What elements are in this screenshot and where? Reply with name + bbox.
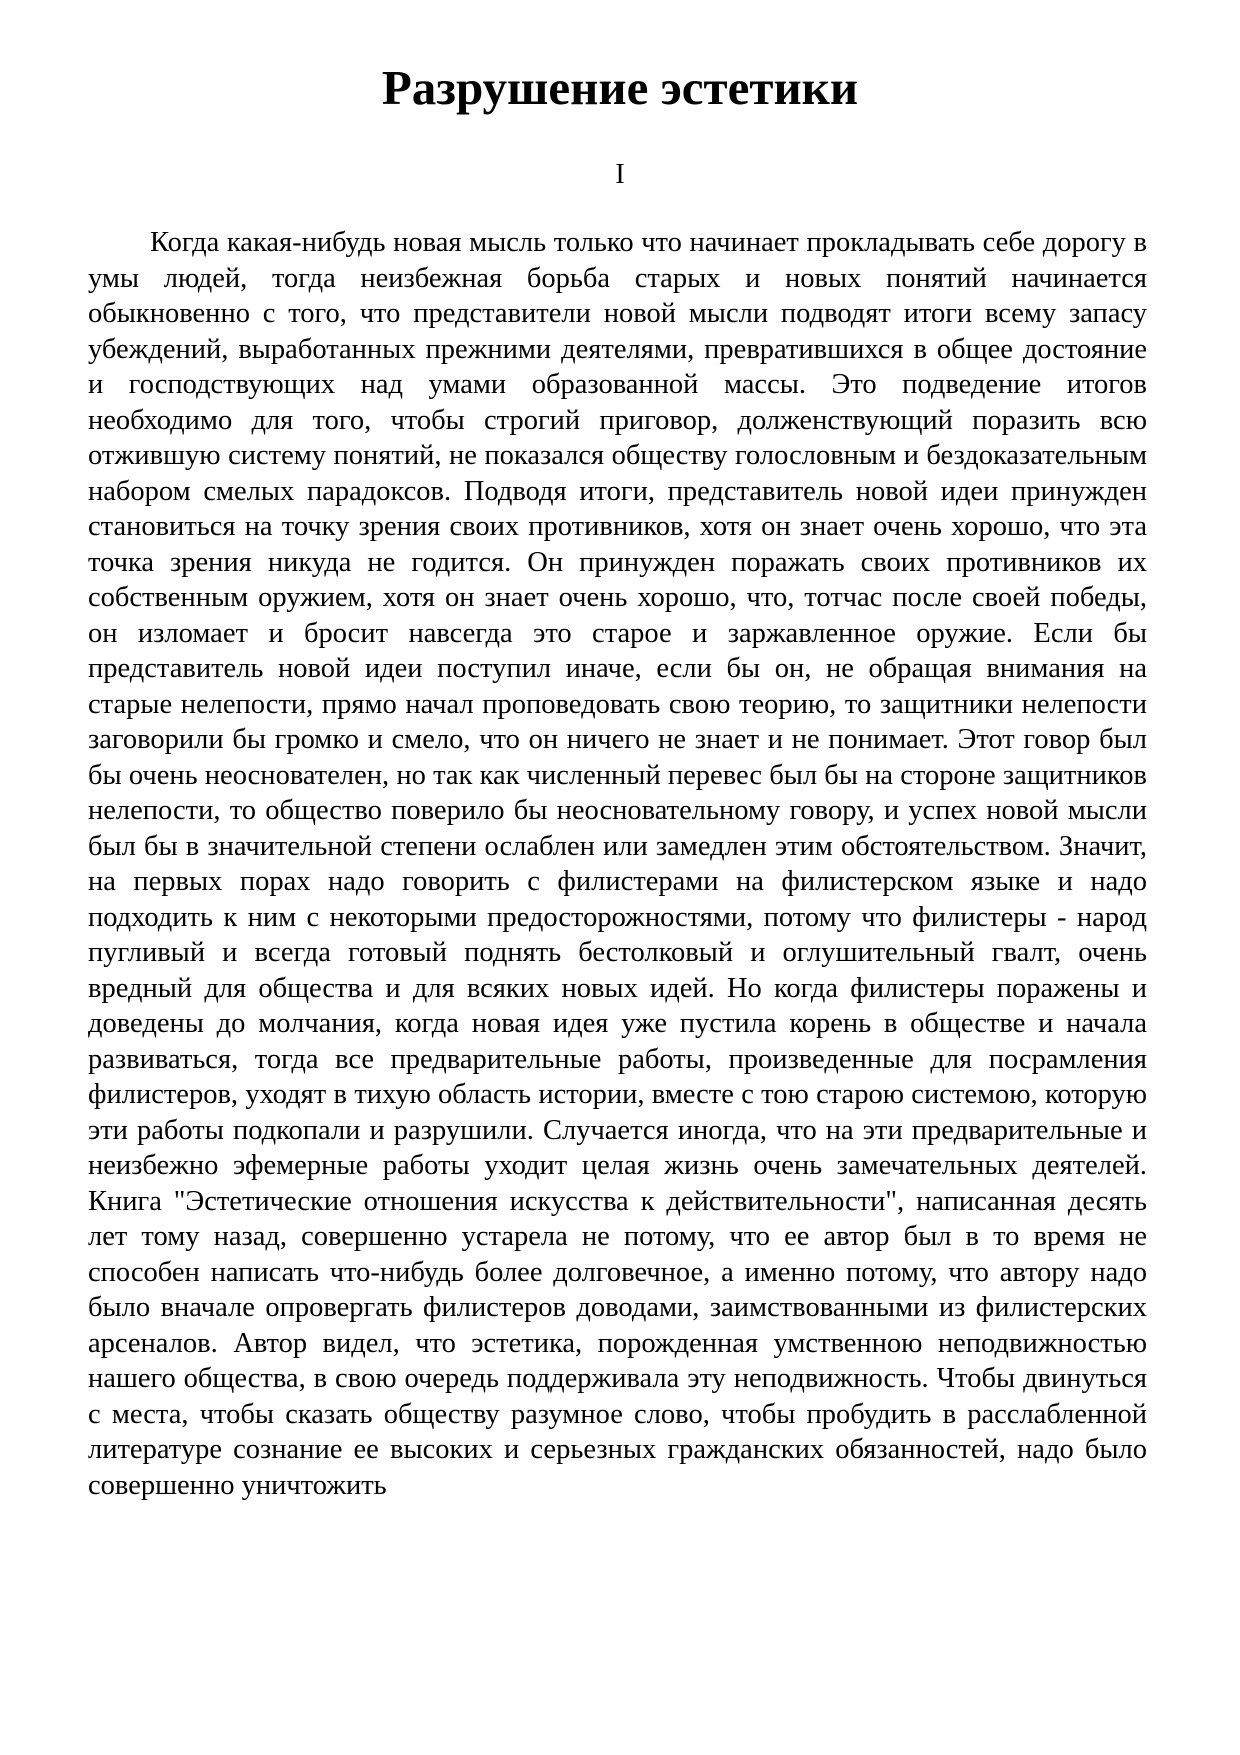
body-paragraph: Когда какая-нибудь новая мысль только что начинает прокладывать себе дорогу в умы людей, тогда неизбежная борьба старых и новых понятий начинается обыкновенно с того, что представители новой мысли подводят итоги всему запасу убеждений, выработанных прежними деятелями, превратившихся в общее достояние и господствующих над умами образованной массы. Это подведение итогов необходимо для того, чтобы строгий приговор, долженствующий поразить всю отжившую систему понятий, не показался обществу голословным и бездоказательным набором смелых парадоксов. Подводя итоги, представитель новой идеи принужден становиться на точку зрения своих противников, хотя он знает очень хорошо, что эта точка зрения никуда не годится. Он принужден поражать своих противников их собственным оружием, хотя он знает очень хорошо, что, тотчас после своей победы, он изломает и бросит навсегда это старое и заржавленное оружие. Если бы представитель новой идеи поступил иначе, если бы он, не обращая внимания на старые нелепости, прямо начал проповедовать свою теорию, то защитники нелепости заговорили бы громко и смело, что он ничего не знает и не понимает. Этот говор был бы очень неоснователен, но так как численный перевес был бы на стороне защитников нелепости, то общество поверило бы неосновательному говору, и успех новой мысли был бы в значительной степени ослаблен или замедлен этим обстоятельством. Значит, на первых порах надо говорить с филистерами на филистерском языке и надо подходить к ним с некоторыми предосторожностями, потому что филистеры - народ пугливый и всегда готовый поднять бестолковый и оглушительный гвалт, очень вредный для общества и для всяких новых идей. Но когда филистеры поражены и доведены до молчания, когда новая идея уже пустила корень в обществе и начала развиваться, тогда все предварительные работы, произведенные для посрамления филистеров, уходят в тихую область истории, вместе с тою старою системою, которую эти работы подкопали и разрушили. Случается иногда, что на эти предварительные и неизбежно эфемерные работы уходит целая жизнь очень замечательных деятелей. Книга "Эстетические отношения искусства к действительности", написанная десять лет тому назад, совершенно устарела не потому, что ее автор был в то время не способен написать что-нибудь более долговечное, а именно потому, что автору надо было вначале опровергать филистеров доводами, заимствованными из филистерских арсеналов. Автор видел, что эстетика, порожденная умственною неподвижностью нашего общества, в свою очередь поддерживала эту неподвижность. Чтобы двинуться с места, чтобы сказать обществу разумное слово, чтобы пробудить в расслабленной литературе сознание ее высоких и серьезных гражданских обязанностей, надо было совершенно уничтожить [88,227,1147,1501]
chapter-number: I [615,159,625,190]
page-title: Разрушение эстетики [381,60,859,115]
